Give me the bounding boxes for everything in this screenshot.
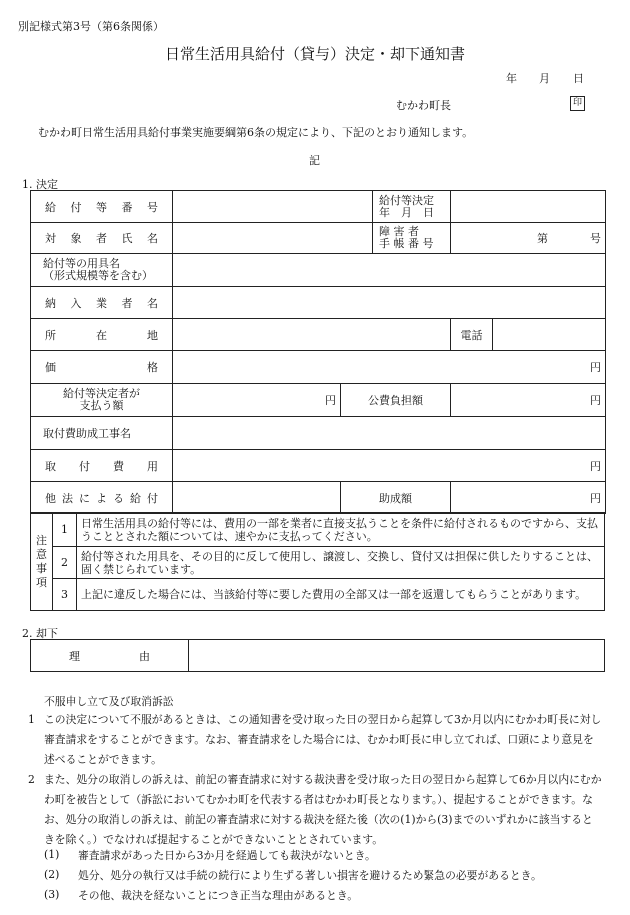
value-josei: 円: [451, 482, 606, 514]
label-gyosha: 納入業者名: [31, 287, 173, 319]
issuer-name: むかわ町長: [396, 99, 451, 112]
condition-number: (3): [44, 888, 60, 901]
rejection-table: [30, 639, 605, 672]
label-taisho: 対象者氏名: [31, 223, 173, 254]
value-shiharai: 円: [173, 384, 341, 417]
value-riyu: [189, 640, 605, 672]
label-torituke-josei: 取付費助成工事名: [31, 417, 173, 450]
label-yogu: 給付等の用具名 （形式規模等を含む）: [31, 254, 173, 287]
label-riyu: 理由: [31, 640, 189, 672]
appeal-text: この決定について不服があるときは、この通知書を受け取った日の翌日から起算して3か月以内にむかわ町長に対し審査請求をすることができます。なお、審査請求をした場合には、むかわ町長に申し立てれば、口頭により意見を述べることができます。: [44, 713, 602, 766]
row-shiharai: [31, 384, 606, 417]
label-torituke: 取付費用: [31, 450, 173, 482]
condition-text: 処分、処分の執行又は手続の続行により生ずる著しい損害を避けるため緊急の必要があるとき。: [78, 869, 542, 882]
row-yogu: [31, 254, 606, 287]
label-josei: 助成額: [341, 482, 451, 514]
date-month-label: 月: [539, 72, 550, 85]
row-torituke-josei: [31, 417, 606, 450]
seal-text: 印: [570, 96, 585, 111]
value-kyufu-date: [451, 191, 606, 223]
note-text: 日常生活用具の給付等には、費用の一部を業者に直接支払うことを条件に給付されるものですから、支払うこととされた額については、速やかに支払ってください。: [77, 513, 605, 547]
value-torituke-josei: [173, 417, 606, 450]
note-row: [31, 513, 605, 547]
appeal-number: 2: [28, 773, 35, 786]
section-rejection-heading: 2. 却下: [22, 627, 58, 640]
ki-heading: 記: [309, 154, 320, 167]
intro-text: むかわ町日常生活用具給付事業実施要綱第6条の規定により、下記のとおり通知します。: [38, 126, 474, 139]
appeal-text: また、処分の取消しの訴えは、前記の審査請求に対する裁決書を受け取った日の翌日から起算して6か月以内にむかわ町を被告として（訴訟においてむかわ町を代表する者はむかわ町長となります。）、提起することができます。なお、処分の取消しの訴えは、前記の審査請求に対する裁決を経た後（次の(1)から(3)までのいずれかに該当するときを除く。）でなければ提起することができないこととされています。: [44, 773, 602, 846]
appeal-number: 1: [28, 713, 35, 726]
row-torituke: [31, 450, 606, 482]
condition-number: (2): [44, 868, 60, 881]
section-decision-heading: 1. 決定: [22, 178, 58, 191]
seal-mark: [570, 95, 585, 111]
date-year-label: 年: [506, 72, 517, 85]
label-taho: 他法による給付: [31, 482, 173, 514]
document-title: 日常生活用具給付（貸与）決定・却下通知書: [164, 45, 465, 63]
value-kohi: 円: [451, 384, 606, 417]
value-denwa: [493, 319, 606, 351]
row-shozai: [31, 319, 606, 351]
value-shogai: 第 号: [451, 223, 606, 254]
decision-table: [30, 190, 606, 514]
label-shogai: 障 害 者 手 帳 番 号: [373, 223, 451, 254]
row-riyu: [31, 640, 605, 672]
value-kakaku: 円: [173, 351, 606, 384]
label-shozai: 所在地: [31, 319, 173, 351]
date-day-label: 日: [573, 72, 584, 85]
row-kyufu-no: [31, 191, 606, 223]
note-number: 1: [53, 513, 77, 547]
note-row: [31, 579, 605, 611]
value-shozai: [173, 319, 451, 351]
value-yogu: [173, 254, 606, 287]
label-denwa: 電話: [451, 319, 493, 351]
notes-table: [30, 512, 605, 611]
appeal-title: 不服申し立て及び取消訴訟: [44, 695, 174, 708]
condition-text: 審査請求があった日から3か月を経過しても裁決がないとき。: [78, 849, 376, 862]
value-taisho: [173, 223, 373, 254]
condition-text: その他、裁決を経ないことにつき正当な理由があるとき。: [78, 889, 359, 902]
row-kakaku: [31, 351, 606, 384]
label-shiharai: 給付等決定者が 支払う額: [31, 384, 173, 417]
label-kyufu-no: 給付等番号: [31, 191, 173, 223]
row-taisho: [31, 223, 606, 254]
value-kyufu-no: [173, 191, 373, 223]
label-kyufu-date: 給付等決定 年 月 日: [373, 191, 451, 223]
row-gyosha: [31, 287, 606, 319]
note-row: [31, 547, 605, 579]
note-number: 2: [53, 547, 77, 579]
value-torituke: 円: [173, 450, 606, 482]
notes-label: 注 意 事 項: [31, 513, 53, 611]
row-taho: [31, 482, 606, 514]
note-text: 上記に違反した場合には、当該給付等に要した費用の全部又は一部を返還してもらうことがあります。: [77, 579, 605, 611]
value-taho: [173, 482, 341, 514]
label-kohi: 公費負担額: [341, 384, 451, 417]
label-kakaku: 価格: [31, 351, 173, 384]
condition-number: (1): [44, 848, 60, 861]
note-text: 給付等された用具を、その目的に反して使用し、譲渡し、交換し、貸付又は担保に供したりすることは、固く禁じられています。: [77, 547, 605, 579]
form-number: 別記様式第3号（第6条関係）: [18, 20, 164, 33]
value-gyosha: [173, 287, 606, 319]
note-number: 3: [53, 579, 77, 611]
